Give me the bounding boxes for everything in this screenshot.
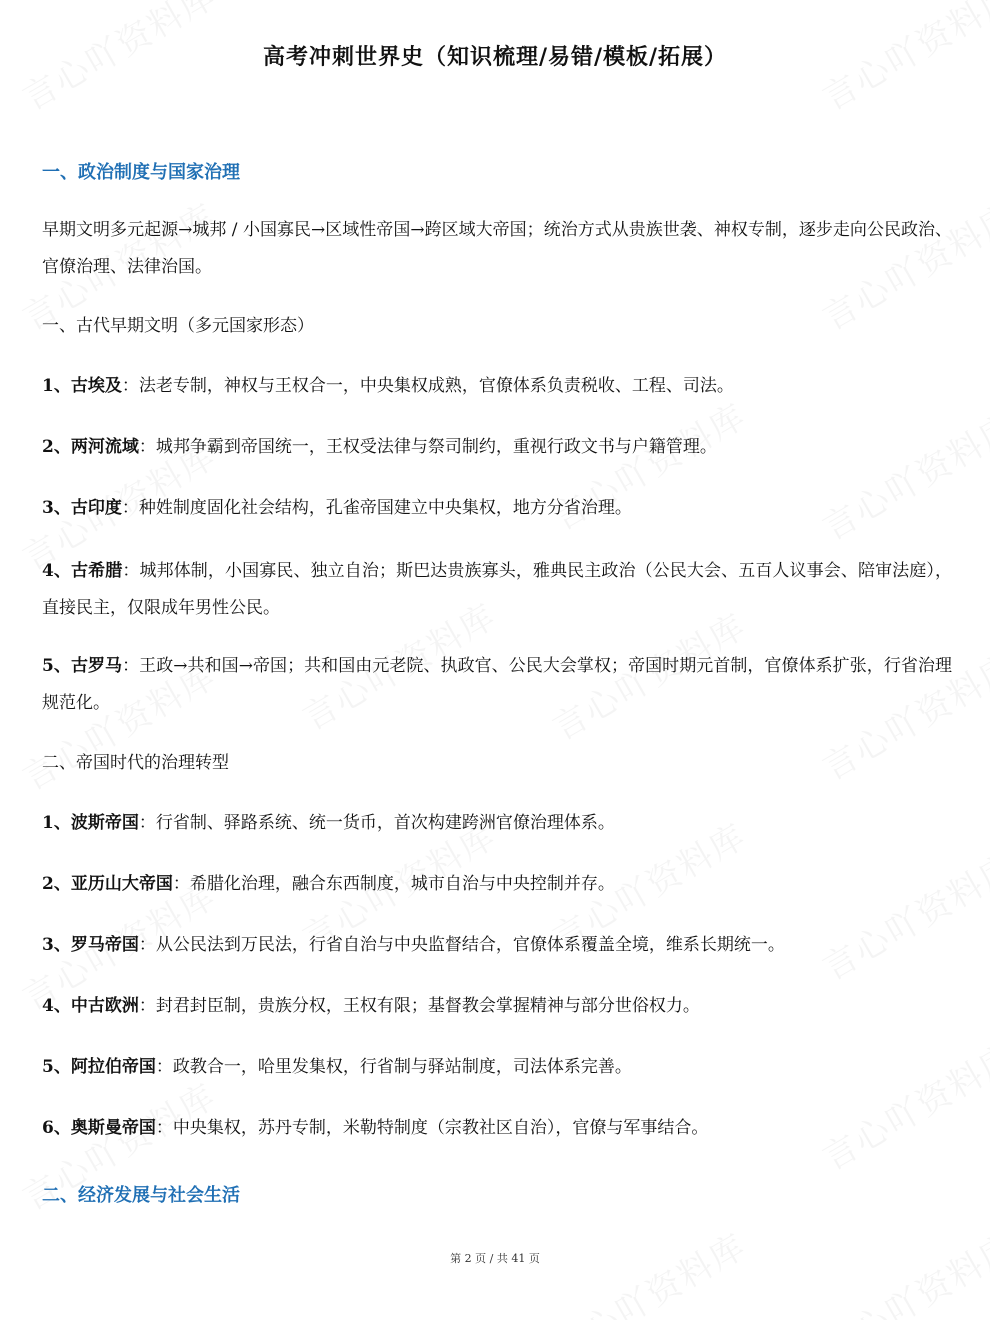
item-name: 奥斯曼帝国 bbox=[70, 1118, 156, 1138]
item-name: 罗马帝国 bbox=[70, 935, 139, 955]
item-text: ：种姓制度固化社会结构，孔雀帝国建立中央集权，地方分省治理。 bbox=[121, 498, 632, 518]
item-text: ：封君封臣制，贵族分权，王权有限；基督教会掌握精神与部分世俗权力。 bbox=[138, 996, 700, 1016]
list-item bbox=[42, 429, 952, 466]
intro-paragraph: 早期文明多元起源→城邦 / 小国寡民→区域性帝国→跨区域大帝国；统治方式从贵族世袭、神权专制，逐步走向公民政治、官僚治理、法律治国。 bbox=[42, 220, 952, 277]
item-name: 亚历山大帝国 bbox=[70, 874, 173, 894]
item-number: 3、 bbox=[42, 498, 71, 518]
item-text: ：政教合一，哈里发集权，行省制与驿站制度，司法体系完善。 bbox=[155, 1057, 632, 1077]
item-number: 5、 bbox=[42, 656, 71, 676]
watermark bbox=[542, 1219, 754, 1320]
watermark bbox=[812, 399, 990, 549]
item-name: 阿拉伯帝国 bbox=[70, 1057, 156, 1077]
item-number: 4、 bbox=[42, 561, 72, 581]
item-text: ：中央集权，苏丹专制，米勒特制度（宗教社区自治），官僚与军事结合。 bbox=[155, 1118, 709, 1138]
document-title: 高考冲刺世界史（知识梳理/易错/模板/拓展） bbox=[262, 44, 728, 70]
item-number: 3、 bbox=[42, 935, 71, 955]
item-number: 4、 bbox=[42, 996, 71, 1016]
subsection-heading: 一、古代早期文明（多元国家形态） bbox=[42, 316, 314, 336]
subsection-heading: 二、帝国时代的治理转型 bbox=[42, 753, 229, 773]
item-name: 古埃及 bbox=[70, 376, 122, 396]
watermark bbox=[812, 839, 990, 989]
section-heading: 二、经济发展与社会生活 bbox=[42, 1185, 240, 1206]
item-name: 波斯帝国 bbox=[70, 813, 139, 833]
item-text: ：从公民法到万民法，行省自治与中央监督结合，官僚体系覆盖全境，维系长期统一。 bbox=[138, 935, 785, 955]
item-text: ：行省制、驿路系统、统一货币，首次构建跨洲官僚治理体系。 bbox=[138, 813, 615, 833]
item-name: 古印度 bbox=[70, 498, 122, 518]
section-heading: 一、政治制度与国家治理 bbox=[42, 162, 240, 183]
item-number: 6、 bbox=[42, 1118, 71, 1138]
item-text: ：王政→共和国→帝国；共和国由元老院、执政官、公民大会掌权；帝国时期元首制，官僚体系扩张，行省治理规范化。 bbox=[42, 656, 952, 713]
list-item bbox=[42, 368, 952, 405]
list-item bbox=[42, 490, 952, 527]
list-item bbox=[42, 866, 952, 903]
list-item bbox=[42, 927, 952, 964]
list-item bbox=[42, 648, 952, 722]
item-number: 5、 bbox=[42, 1057, 71, 1077]
item-number: 1、 bbox=[42, 813, 71, 833]
item-text: ：城邦争霸到帝国统一，王权受法律与祭司制约，重视行政文书与户籍管理。 bbox=[138, 437, 717, 457]
list-item bbox=[42, 805, 952, 842]
item-text: ：城邦体制，小国寡民、独立自治；斯巴达贵族寡头，雅典民主政治（公民大会、五百人议事会、陪审法庭），直接民主，仅限成年男性公民。 bbox=[42, 561, 952, 618]
item-text: ：法老专制，神权与王权合一，中央集权成熟，官僚体系负责税收、工程、司法。 bbox=[121, 376, 734, 396]
page-footer: 第 2 页 / 共 41 页 bbox=[450, 1252, 540, 1265]
item-name: 古罗马 bbox=[70, 656, 123, 676]
list-item bbox=[42, 1049, 952, 1086]
item-number: 2、 bbox=[42, 437, 71, 457]
item-name: 两河流域 bbox=[70, 437, 139, 457]
list-item bbox=[42, 553, 952, 627]
item-name: 中古欧洲 bbox=[70, 996, 139, 1016]
item-name: 古希腊 bbox=[71, 561, 123, 581]
item-number: 2、 bbox=[42, 874, 71, 894]
list-item bbox=[42, 988, 952, 1025]
item-number: 1、 bbox=[42, 376, 71, 396]
item-text: ：希腊化治理，融合东西制度，城市自治与中央控制并存。 bbox=[172, 874, 615, 894]
watermark bbox=[812, 1219, 990, 1320]
list-item bbox=[42, 1110, 952, 1147]
